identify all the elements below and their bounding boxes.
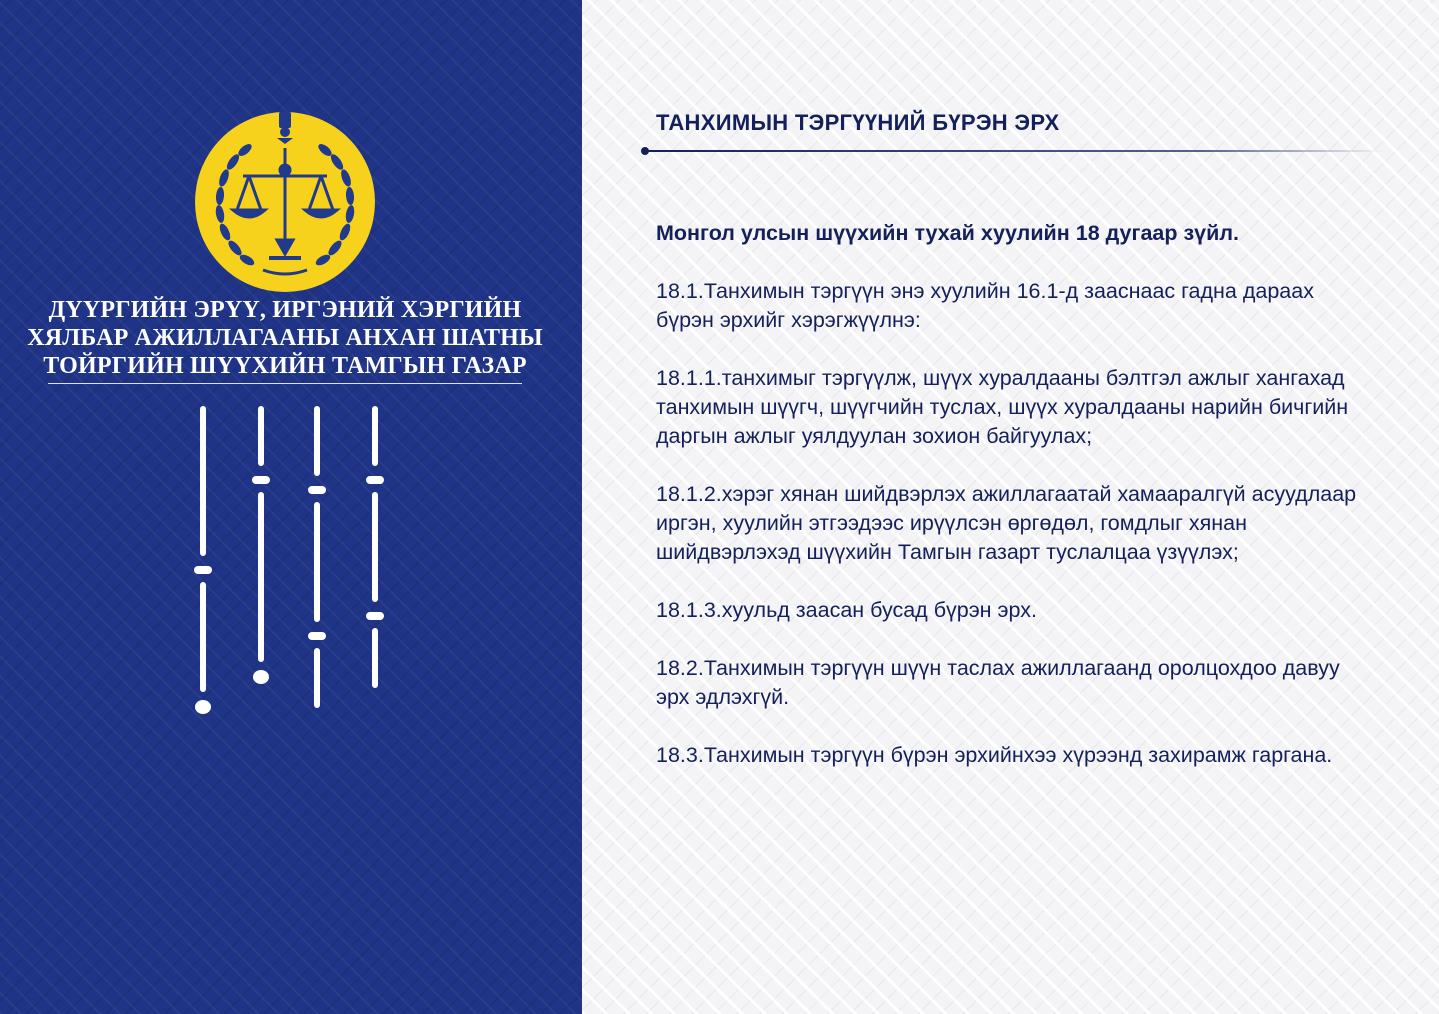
article-paragraph: 18.3.Танхимын тэргүүн бүрэн эрхийнхээ хүрээнд захирамж гаргана. <box>656 743 1333 767</box>
organization-title-line: ДҮҮРГИЙН ЭРҮҮ, ИРГЭНИЙ ХЭРГИЙН <box>48 297 522 323</box>
organization-title-line: ТОЙРГИЙН ШҮҮХИЙН ТАМГЫН ГАЗАР <box>43 353 527 379</box>
mongolian-script-column <box>244 400 278 715</box>
article-paragraph: 18.2.Танхимын тэргүүн шүүн таслах ажиллагаанд оролцохдоо давуу эрх эдлэхгүй. <box>656 656 1340 709</box>
article-paragraph: 18.1.3.хуульд заасан бусад бүрэн эрх. <box>656 598 1037 622</box>
article-content <box>656 219 1376 799</box>
article-heading: Монгол улсын шүүхийн тухай хуулийн 18 дугаар зүйл. <box>656 221 1239 245</box>
organization-title <box>20 296 550 380</box>
court-emblem-icon <box>193 108 377 292</box>
title-divider <box>48 383 522 384</box>
left-panel <box>0 0 582 1014</box>
page-title: ТАНХИМЫН ТЭРГҮҮНИЙ БҮРЭН ЭРХ <box>656 110 1060 135</box>
mongolian-script-title <box>172 400 412 715</box>
title-underline <box>640 144 1385 158</box>
organization-title-line: ХЯЛБАР АЖИЛЛАГААНЫ АНХАН ШАТНЫ <box>27 325 543 351</box>
article-paragraph: 18.1.1.танхимыг тэргүүлж, шүүх хуралдааны бэлтгэл ажлыг хангахад танхимын шүүгч, шүүгчийн туслах, шүүх хуралдааны нарийн бичгийн даргын ажлыг уялдуулан зохион байгуулах; <box>656 366 1349 448</box>
mongolian-script-column <box>358 400 392 715</box>
article-paragraph: 18.1.2.хэрэг хянан шийдвэрлэх ажиллагаатай хамааралгүй асуудлаар иргэн, хуулийн этгээдээс ирүүлсэн өргөдөл, гомдлыг хянан шийдвэрлэхэд шүүхийн Тамгын газарт туслалцаа үзүүлэх; <box>656 482 1357 564</box>
article-paragraph: 18.1.Танхимын тэргүүн энэ хуулийн 16.1-д зааснаас гадна дараах бүрэн эрхийг хэрэгжүүлнэ: <box>656 279 1314 332</box>
mongolian-script-column <box>186 400 220 715</box>
mongolian-script-column <box>300 400 334 715</box>
